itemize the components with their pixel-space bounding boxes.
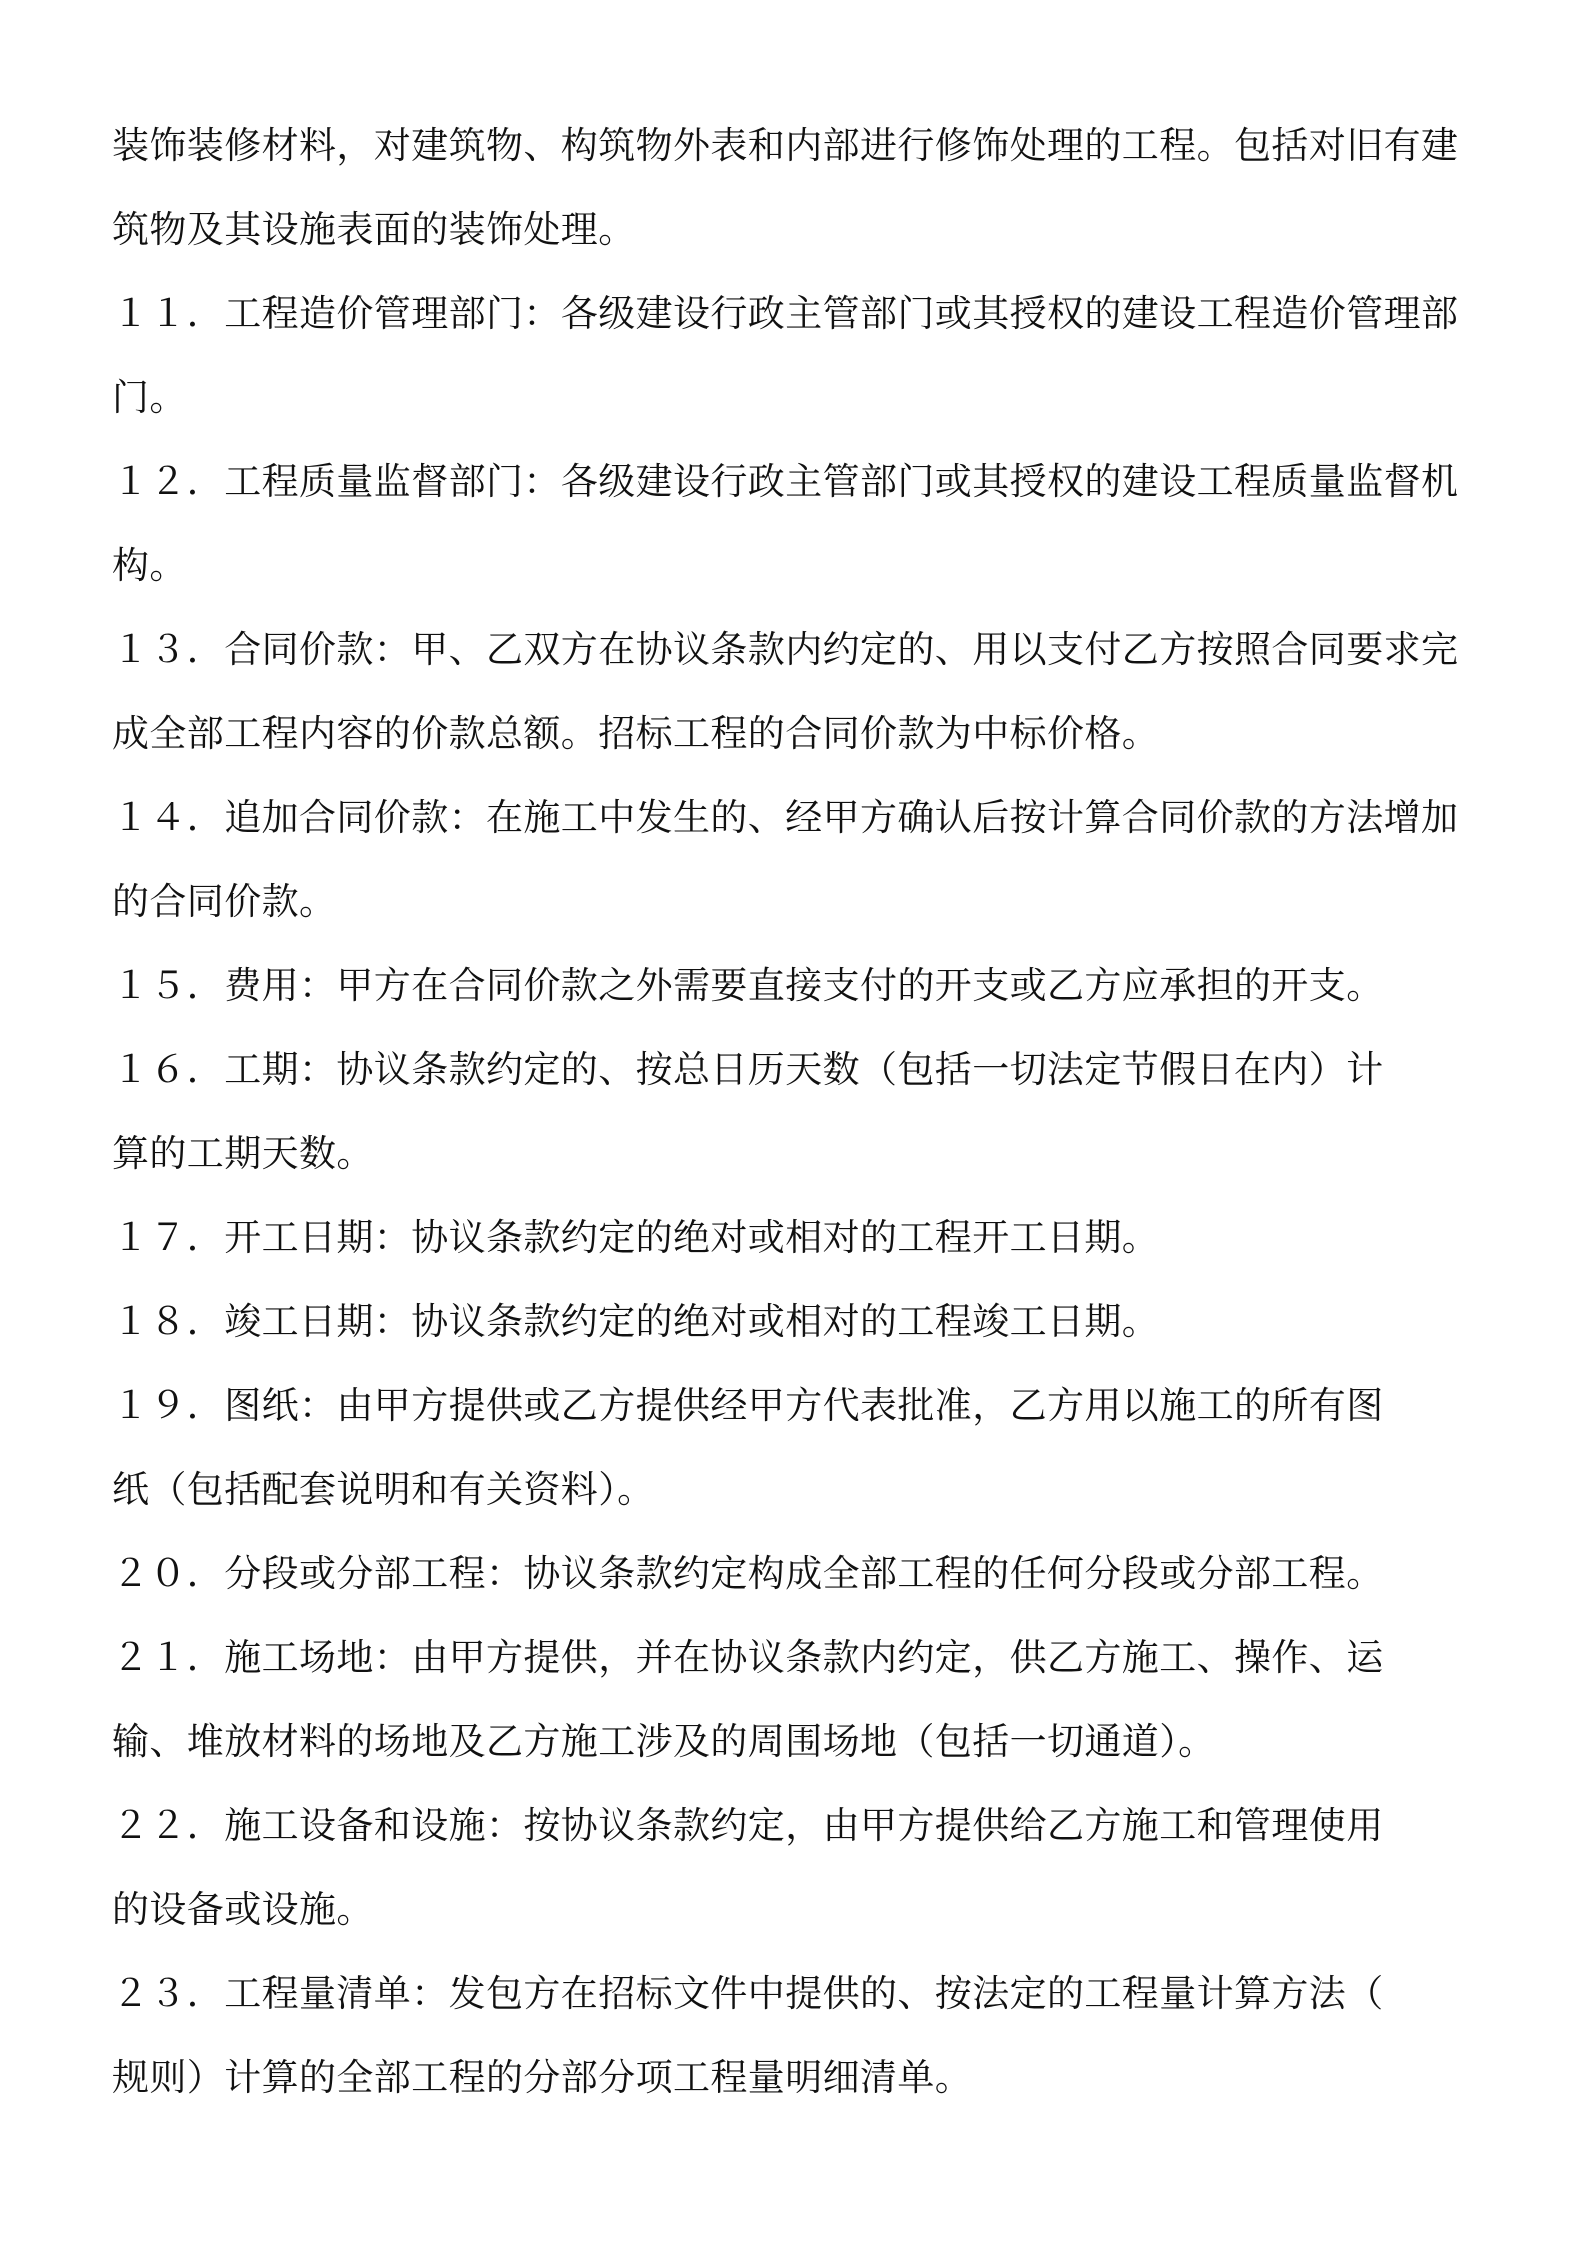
text-line-5: １２．工程质量监督部门：各级建设行政主管部门或其授权的建设工程质量监督机 — [112, 460, 1459, 503]
text-line-4: 门。 — [112, 376, 187, 419]
text-line-13: 算的工期天数。 — [112, 1132, 374, 1175]
text-line-21: ２２．施工设备和设施：按协议条款约定，由甲方提供给乙方施工和管理使用 — [112, 1804, 1384, 1847]
text-line-6: 构。 — [112, 544, 187, 587]
text-line-16: １９．图纸：由甲方提供或乙方提供经甲方代表批准，乙方用以施工的所有图 — [112, 1384, 1384, 1427]
text-line-14: １７．开工日期：协议条款约定的绝对或相对的工程开工日期。 — [112, 1216, 1160, 1259]
text-line-7: １３．合同价款：甲、乙双方在协议条款内约定的、用以支付乙方按照合同要求完 — [112, 628, 1459, 671]
text-line-2: 筑物及其设施表面的装饰处理。 — [112, 208, 636, 251]
text-line-20: 输、堆放材料的场地及乙方施工涉及的周围场地（包括一切通道）。 — [112, 1720, 1216, 1763]
text-line-9: １４．追加合同价款：在施工中发生的、经甲方确认后按计算合同价款的方法增加 — [112, 796, 1459, 839]
text-line-22: 的设备或设施。 — [112, 1888, 374, 1931]
text-line-17: 纸（包括配套说明和有关资料）。 — [112, 1468, 655, 1511]
text-line-18: ２０．分段或分部工程：协议条款约定构成全部工程的任何分段或分部工程。 — [112, 1552, 1384, 1595]
text-line-12: １６．工期：协议条款约定的、按总日历天数（包括一切法定节假日在内）计 — [112, 1048, 1384, 1091]
text-line-15: １８．竣工日期：协议条款约定的绝对或相对的工程竣工日期。 — [112, 1300, 1160, 1343]
text-line-23: ２３．工程量清单：发包方在招标文件中提供的、按法定的工程量计算方法（ — [112, 1972, 1384, 2015]
text-line-8: 成全部工程内容的价款总额。招标工程的合同价款为中标价格。 — [112, 712, 1160, 755]
text-line-11: １５．费用：甲方在合同价款之外需要直接支付的开支或乙方应承担的开支。 — [112, 964, 1384, 1007]
text-line-10: 的合同价款。 — [112, 880, 337, 923]
text-line-24: 规则）计算的全部工程的分部分项工程量明细清单。 — [112, 2056, 973, 2099]
text-line-3: １１．工程造价管理部门：各级建设行政主管部门或其授权的建设工程造价管理部 — [112, 292, 1459, 335]
text-line-1: 装饰装修材料，对建筑物、构筑物外表和内部进行修饰处理的工程。包括对旧有建 — [112, 124, 1459, 167]
text-line-19: ２１．施工场地：由甲方提供，并在协议条款内约定，供乙方施工、操作、运 — [112, 1636, 1384, 1679]
